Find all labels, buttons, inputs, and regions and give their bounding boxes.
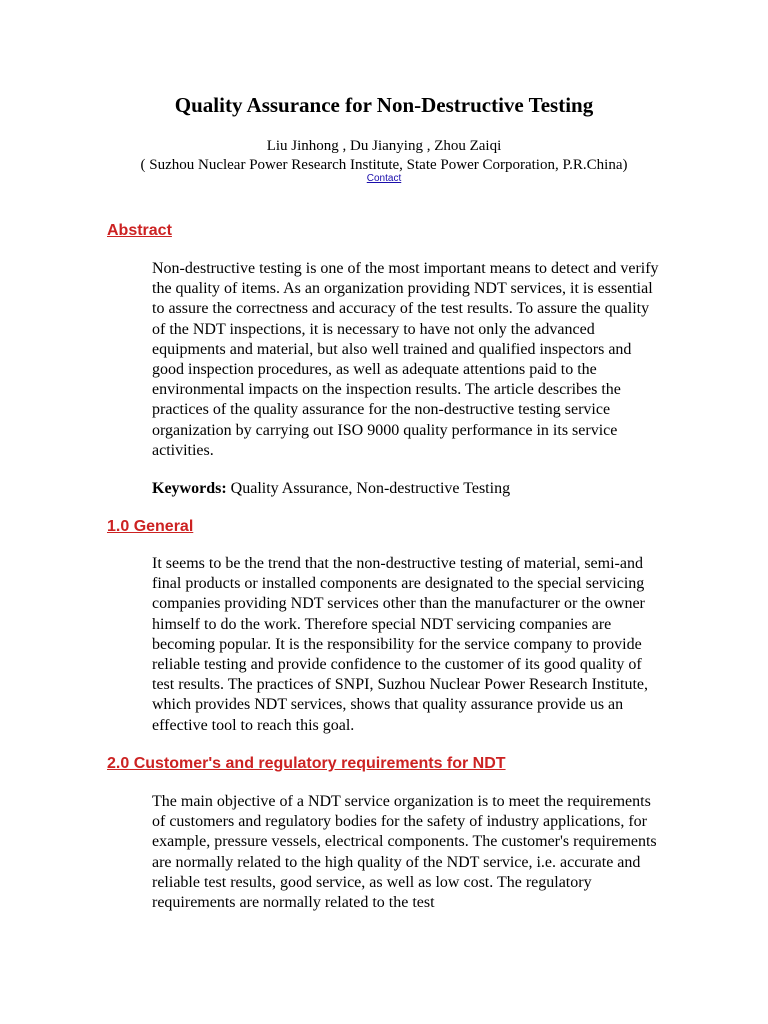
keywords-label: Keywords: bbox=[152, 480, 227, 497]
authors-line: Liu Jinhong , Du Jianying , Zhou Zaiqi bbox=[266, 138, 502, 154]
keywords-value: Quality Assurance, Non-destructive Testing bbox=[230, 480, 511, 497]
abstract-heading[interactable]: Abstract bbox=[107, 222, 172, 239]
section-heading-requirements[interactable]: 2.0 Customer's and regulatory requirements for NDT bbox=[107, 755, 506, 772]
section-paragraph-requirements: The main objective of a NDT service organization is to meet the requirements of customers and regulatory bodies for the safety of industry applications, for example, pressure vessels, electrical components. The customer's requirements are normally related to the high quality of the NDT service, i.e. accurate and reliable test results, good service, as well as low cost. The regulatory requirements are normally related to the test bbox=[152, 793, 657, 912]
affiliation-line: ( Suzhou Nuclear Power Research Institute, State Power Corporation, P.R.China) bbox=[140, 157, 628, 173]
keywords-line bbox=[152, 479, 510, 499]
abstract-paragraph: Non-destructive testing is one of the most important means to detect and verify the quality of items. As an organization providing NDT services, it is essential to assure the correctness and accuracy of the test results. To assure the quality of the NDT inspections, it is necessary to have not only the advanced equipments and material, but also well trained and qualified inspectors and good inspection procedures, as well as adequate attentions paid to the environmental impacts on the inspection results. The article describes the practices of the quality assurance for the non-destructive testing service organization by carrying out ISO 9000 quality performance in its service activities. bbox=[152, 260, 659, 459]
section-paragraph-general: It seems to be the trend that the non-destructive testing of material, semi-and final products or installed components are designated to the special servicing companies providing NDT services other than the manufacturer or the owner himself to do the work. Therefore special NDT servicing companies are becoming popular. It is the responsibility for the service company to provide reliable testing and provide confidence to the customer of its good quality of test results. The practices of SNPI, Suzhou Nuclear Power Research Institute, which provides NDT services, shows that quality assurance provide us an effective tool to reach this goal. bbox=[152, 555, 649, 734]
contact-link[interactable]: Contact bbox=[366, 173, 402, 184]
document-title: Quality Assurance for Non-Destructive Testing bbox=[174, 93, 594, 117]
section-heading-general[interactable]: 1.0 General bbox=[107, 518, 194, 535]
contact-row bbox=[0, 172, 768, 186]
